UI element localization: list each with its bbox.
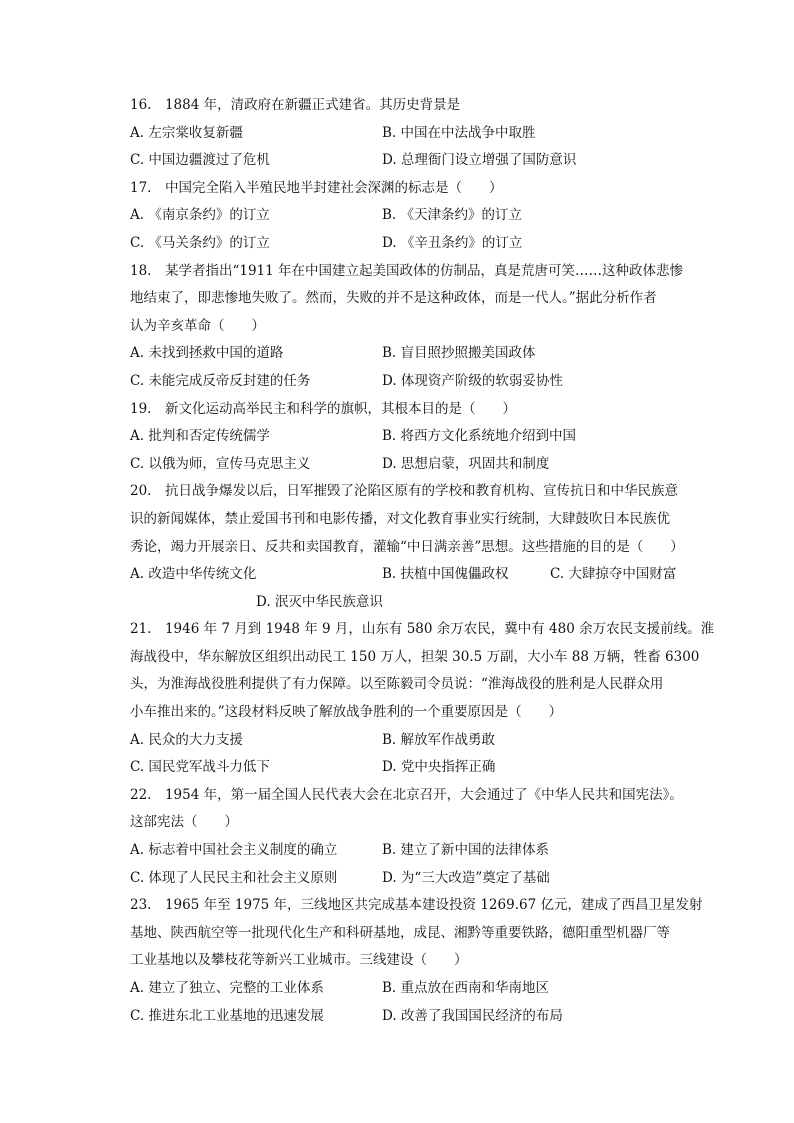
question-stem: 地结束了，即悲惨地失败了。然而，失败的并不是这种政体，而是一代人。”据此分析作者 — [130, 290, 657, 307]
option-b: B. 将西方文化系统地介绍到中国 — [382, 428, 577, 445]
question-stem: 22. 1954 年，第一届全国人民代表大会在北京召开，大会通过了《中华人民共和国宪法》。 — [130, 786, 683, 803]
question-stem: 秀论，竭力开展亲日、反共和卖国教育，灌输“中日满亲善”思想。这些措施的目的是（ ） — [130, 538, 684, 555]
question-stem: 头，为淮海战役胜利提供了有力保障。以至陈毅司令员说：“淮海战役的胜利是人民群众用 — [130, 676, 664, 693]
question-16 — [130, 92, 700, 175]
option-row — [130, 451, 700, 479]
option-row — [130, 1003, 700, 1031]
option-c: C. 体现了人民民主和社会主义原则 — [130, 869, 338, 886]
option-b: B. 解放军作战勇敢 — [382, 731, 496, 748]
option-row — [130, 837, 700, 865]
question-stem: 16. 1884 年，清政府在新疆正式建省。其历史背景是 — [130, 97, 461, 113]
option-c: C. 以俄为师，宣传马克思主义 — [130, 455, 311, 472]
option-b: B. 《天津条约》的订立 — [382, 207, 523, 224]
option-a: A. 改造中华传统文化 — [130, 566, 257, 583]
option-row — [130, 727, 700, 755]
option-a: A. 《南京条约》的订立 — [130, 207, 270, 224]
option-d: D. 体现资产阶级的软弱妥协性 — [382, 372, 563, 389]
option-a: A. 标志着中国社会主义制度的确立 — [130, 842, 338, 859]
option-b: B. 建立了新中国的法律体系 — [382, 842, 550, 859]
question-stem: 海战役中，华东解放区组织出动民工 150 万人，担架 30.5 万副，大小车 88 万辆，牲畜 6300 — [130, 648, 700, 665]
option-d: D. 改善了我国国民经济的布局 — [382, 1007, 563, 1024]
question-stem: 识的新闻媒体，禁止爱国书刊和电影传播，对文化教育事业实行统制，大肆鼓吹日本民族优 — [130, 510, 670, 527]
option-d: D. 党中央指挥正确 — [382, 759, 496, 776]
question-18 — [130, 258, 700, 396]
option-d: D. 《辛丑条约》的订立 — [382, 234, 523, 251]
option-row — [130, 230, 700, 258]
option-b: B. 重点放在西南和华南地区 — [382, 980, 550, 996]
question-stem: 21. 1946 年 7 月到 1948 年 9 月，山东有 580 余万农民，冀中有 480 余万农民支援前线。淮 — [130, 621, 715, 638]
question-stem: 认为辛亥革命（ ） — [130, 317, 265, 334]
option-d: D. 泯灭中华民族意识 — [256, 593, 383, 610]
option-b: B. 盲目照抄照搬美国政体 — [382, 345, 536, 362]
question-20 — [130, 478, 700, 616]
question-stem: 18. 某学者指出“1911 年在中国建立起美国政体的仿制品，真是荒唐可笑……这种政体悲惨 — [130, 262, 684, 279]
question-21 — [130, 616, 715, 782]
question-stem: 23. 1965 年至 1975 年，三线地区共完成基本建设投资 1269.67 亿元，建成了西昌卫星发射 — [130, 897, 703, 914]
question-stem: 20. 抗日战争爆发以后，日军摧毁了沦陷区原有的学校和教育机构、宣传抗日和中华民族意 — [130, 483, 678, 500]
option-c: C. 推进东北工业基地的迅速发展 — [130, 1007, 324, 1024]
option-b: B. 中国在中法战争中取胜 — [382, 124, 536, 141]
option-row — [130, 975, 700, 1003]
option-c: C. 《马关条约》的订立 — [130, 234, 270, 251]
option-d: D. 总理衙门设立增强了国防意识 — [382, 152, 577, 169]
option-row — [130, 865, 700, 893]
question-sheet — [130, 92, 715, 1030]
option-c: C. 未能完成反帝反封建的任务 — [130, 372, 311, 389]
option-c: C. 国民党军战斗力低下 — [130, 759, 270, 776]
option-row — [130, 147, 700, 175]
question-22 — [130, 782, 700, 892]
question-stem: 基地、陕西航空等一批现代化生产和科研基地，成昆、湘黔等重要铁路，德阳重型机器厂等 — [130, 924, 670, 941]
option-d: D. 思想启蒙，巩固共和制度 — [382, 455, 550, 472]
option-row — [130, 368, 700, 396]
question-stem: 19. 新文化运动高举民主和科学的旗帜，其根本目的是（ ） — [130, 400, 516, 417]
option-row — [130, 202, 700, 230]
question-23 — [130, 892, 703, 1030]
question-stem: 这部宪法（ ） — [130, 814, 238, 831]
option-b: B. 扶植中国傀儡政权 — [382, 566, 509, 583]
option-a: A. 批判和否定传统儒学 — [130, 428, 270, 445]
option-c: C. 中国边疆渡过了危机 — [130, 152, 270, 169]
option-a: A. 左宗棠收复新疆 — [130, 124, 243, 141]
option-row — [130, 120, 700, 148]
option-d: D. 为“三大改造”奠定了基础 — [382, 869, 550, 886]
option-a: A. 建立了独立、完整的工业体系 — [130, 980, 324, 996]
option-row — [130, 561, 700, 589]
option-row — [130, 589, 700, 617]
option-row — [130, 423, 700, 451]
option-a: A. 未找到拯救中国的道路 — [130, 345, 284, 362]
question-stem: 17. 中国完全陷入半殖民地半封建社会深渊的标志是（ ） — [130, 179, 503, 196]
question-stem: 小车推出来的。”这段材料反映了解放战争胜利的一个重要原因是（ ） — [130, 704, 563, 721]
option-c: C. 大肆掠夺中国财富 — [550, 566, 677, 583]
option-a: A. 民众的大力支援 — [130, 731, 243, 748]
option-row — [130, 340, 700, 368]
question-stem: 工业基地以及攀枝花等新兴工业城市。三线建设（ ） — [130, 952, 468, 969]
option-row — [130, 754, 700, 782]
question-17 — [130, 175, 700, 258]
question-19 — [130, 396, 700, 479]
